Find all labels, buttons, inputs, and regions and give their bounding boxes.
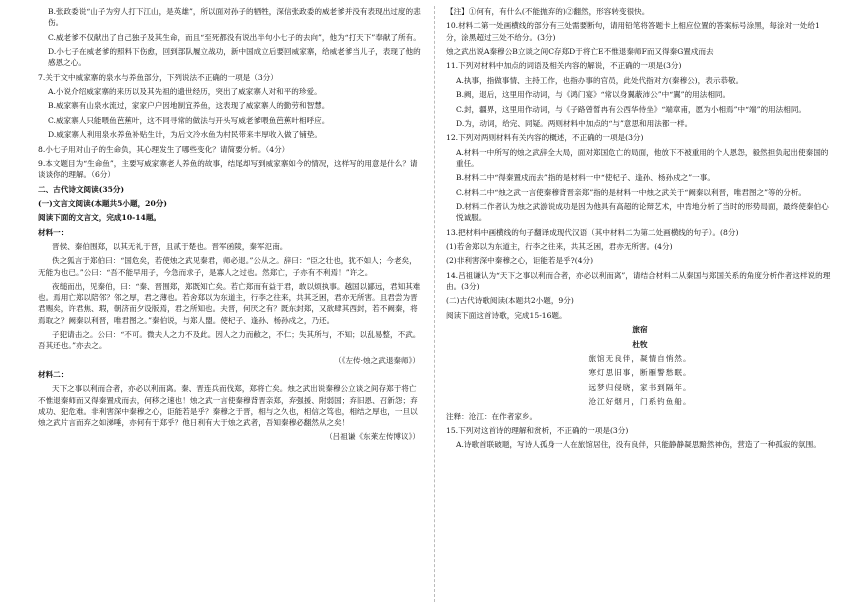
left-paragraph: 佚之狐言于郑伯曰：“国危矣，若使烛之武见秦君，师必退。”公从之。辞曰：“臣之壮也，犹不如人；今老矣，无能为也已。”公曰：“吾不能早用子，今急而求子，是寡人之过也。然郑亡，子亦有不利焉！”许之。 <box>38 256 417 277</box>
right-paragraph: 烛之武出说A秦穆公B立谈之间C存郑D于将亡E不惟退秦师F而又得秦G置戍而去 <box>446 46 714 56</box>
left-paragraph: 晋侯、秦伯围郑，以其无礼于晋，且贰于楚也。晋军函陵，秦军氾南。 <box>52 242 288 252</box>
right-paragraph: 15.下列对这首诗的理解和赏析，不正确的一项是(3分) <box>446 425 629 435</box>
left-paragraph: D.威家寨人利用泉水养鱼补贴生计，为后文冷水鱼为村民带来丰厚收入做了铺垫。 <box>48 130 323 140</box>
right-paragraph: C.封，疆界，这里用作动词，与《子路曾皙冉有公西华侍坐》“端章甫，愿为小相焉”中“端”的用法相同。 <box>456 104 807 114</box>
left-paragraph: B.张政委说“山子为穷人打下江山，是英雄”，所以面对孙子的牺牲，深信张政委的威老爹并没有表现出过度的悲伤。 <box>48 7 421 28</box>
right-paragraph: B.材料二中“得秦置戍而去”指的是材料一中“使杞子、逢孙、杨孙戍之”一事。 <box>456 173 715 183</box>
left-paragraph: （吕祖谦《东莱左传博议》） <box>325 432 420 442</box>
right-paragraph: 14.吕祖谦认为“天下之事以利而合者，亦必以利而离”，请结合材料二从秦国与郑国关系的角度分析作者这样说的理由。(3分) <box>446 270 831 292</box>
right-paragraph: D.材料二作者认为烛之武游说成功是因为他具有高超的论辩艺术，中肯地分析了当时的形势局面，最终使秦伯心悦诚服。 <box>456 202 829 223</box>
left-paragraph: B.威家寨有山泉水流过，家家户户因地制宜养鱼，这表现了威家寨人的勤劳和智慧。 <box>48 101 330 111</box>
right-paragraph: 13.把材料中画横线的句子翻译成现代汉语（其中材料二为第二处画横线的句子）。(8分) <box>446 227 739 237</box>
right-paragraph: 寒灯思旧事，断雁警愁眠。 <box>588 368 692 378</box>
right-paragraph: A.材料一中所写的烛之武辞全大局，面对郑国危亡的局面，他放下不被重用的个人恩怨，毅然担负起出使秦国的重任。 <box>456 147 829 168</box>
left-paragraph: 7.关于文中威家寨的泉水与养鱼部分，下列说法不正确的一项是（3分） <box>38 72 278 82</box>
left-paragraph: C.威老爹不仅献出了自己独子及其生命，而且“至死都没有说出半句小七子的去向”，他为“打天下”奉献了所有。 <box>48 32 421 42</box>
left-paragraph: 8.小七子用对山子的生命负，其心理发生了哪些变化？请简要分析。（4分） <box>38 144 290 154</box>
left-paragraph: (一)文言文阅读(本题共5小题，20分) <box>38 198 167 208</box>
right-paragraph: A.执事，指做事情、主持工作，也指办事的官员，此处代指对方(秦穆公)，表示恭敬。 <box>456 75 744 85</box>
right-paragraph: D.为，动词，给完、同疑。两则材料中加点的“与”意思和用法都一样。 <box>456 118 693 128</box>
right-paragraph: 11.下列对材料中加点的词语及相关内容的解说，不正确的一项是(3分) <box>446 61 682 71</box>
left-paragraph: 材料二： <box>38 370 69 380</box>
right-paragraph: 杜牧 <box>632 339 648 349</box>
right-paragraph: 10.材料二第一处画横线的部分有三处需要断句，请用铅笔将答题卡上相应位置的答案标号涂黑，每涂对一处给1分，涂黑超过三处不给分。(3分) <box>446 21 820 42</box>
left-paragraph: 二、古代诗文阅读(35分) <box>38 184 125 194</box>
left-paragraph: A.小说介绍威家寨的来历以及其先祖的遗世经历，突出了威家寨人对和平的珍爱。 <box>48 86 322 96</box>
left-column <box>38 6 424 446</box>
right-paragraph: 旅宿 <box>632 325 648 335</box>
right-paragraph: B.阙，退后，这里用作动词，与《鸿门宴》“常以身翼蔽沛公”中“翼”的用法相同。 <box>456 90 731 100</box>
right-paragraph: A.诗歌首联破题，写诗人孤身一人在旅馆居住，没有良伴，只能静静凝思黯然神伤，营造了一种孤寂的氛围。 <box>456 440 821 450</box>
right-paragraph: (二)古代诗歌阅读(本题共2小题，9分) <box>446 296 574 306</box>
right-paragraph: 阅读下面这首诗歌，完成15-16题。 <box>446 310 567 320</box>
right-paragraph: (1)若舍郑以为东道主，行李之往来，共其乏困，君亦无所害。(4分) <box>446 242 673 252</box>
right-paragraph: 12.下列对两则材料有关内容的概述，不正确的一项是(3分) <box>446 133 644 143</box>
right-paragraph: 【注】①何有，有什么(不能抛弃的)②翻然，形容转变很快。 <box>446 7 650 16</box>
left-paragraph: （《左传·烛之武退秦师》） <box>334 355 420 365</box>
left-paragraph: 阅读下面的文言文，完成10-14题。 <box>38 213 162 223</box>
right-paragraph: C.材料二中“烛之武一言使秦穆背晋亲郑”指的是材料一中烛之武关于“阙秦以利晋，唯君图之”等的分析。 <box>456 187 807 197</box>
left-paragraph: 子犯请击之。公曰：“不可。微夫人之力不及此。因人之力而敝之，不仁；失其所与，不知；以乱易整，不武。吾其还也。”亦去之。 <box>38 330 421 351</box>
left-paragraph: 材料一： <box>38 227 69 237</box>
left-paragraph: 天下之事以利而合者，亦必以利而离。秦、晋连兵而伐郑，郑将亡矣。烛之武出说秦穆公立谈之间存郑于将亡不惟退秦师而又得秦置戍而去，何移之速也！烛之武一言使秦穆背晋亲郑，弃强援、附弱国；弃旧恩、召新怨；弃成功、犯危难。非利害深中秦穆之心，讵能若是乎？秦穆之于晋，相与之久也，相信之笃也，相结之厚也，一旦以烛之武片言而弃之如涕唾，亦何有于郑乎？他日利有大于烛之武者，吾知秦穆必翻然从之矣！ <box>38 384 418 428</box>
left-paragraph: C.威家寨人只能喂鱼芭蕉叶，这不同寻常的做法与开头写威老爹喂鱼芭蕉叶相呼应。 <box>48 115 330 125</box>
column-divider <box>434 6 435 602</box>
left-paragraph: 夜缒而出，见秦伯，曰：“秦、晋围郑，郑既知亡矣。若亡郑而有益于君，敢以烦执事。越国以鄙远，君知其难也。焉用亡郑以陪邻？邻之厚，君之薄也。若舍郑以为东道主，行李之往来，共其乏困，君亦无所害。且君尝为晋君赐矣，许君焦、瑕，朝济而夕设版焉，君之所知也。夫晋，何厌之有？既东封郑，又欲肆其西封，若不阙秦，将焉取之？阙秦以利晋，唯君图之。”秦伯说，与郑人盟。使杞子、逢孙、杨孙戍之，乃还。 <box>38 282 421 325</box>
left-paragraph: 9.本文题目为“生命鱼”，主要写威家寨老人养鱼的故事，结尾却写到威家寨如今的情况，这样写的用意是什么？请谈谈你的理解。（6分） <box>38 158 418 180</box>
right-paragraph: 沧江好烟月，门系钓鱼船。 <box>588 397 692 407</box>
right-paragraph: 旅馆无良伴，凝情自悄然。 <box>588 354 692 364</box>
left-paragraph: D.小七子在威老爹的照料下伤愈，回到部队履立战功，新中国成立后要回威家寨，给威老爹当儿子，表现了他的感恩之心。 <box>48 46 421 68</box>
right-paragraph: 注释：沧江：在作者家乡。 <box>446 411 538 421</box>
right-paragraph: (2)非利害深中秦穆之心，讵能若是乎?(4分) <box>446 256 594 266</box>
right-column <box>446 6 834 454</box>
right-paragraph: 远梦归侵晓，家书到隔年。 <box>588 382 692 392</box>
